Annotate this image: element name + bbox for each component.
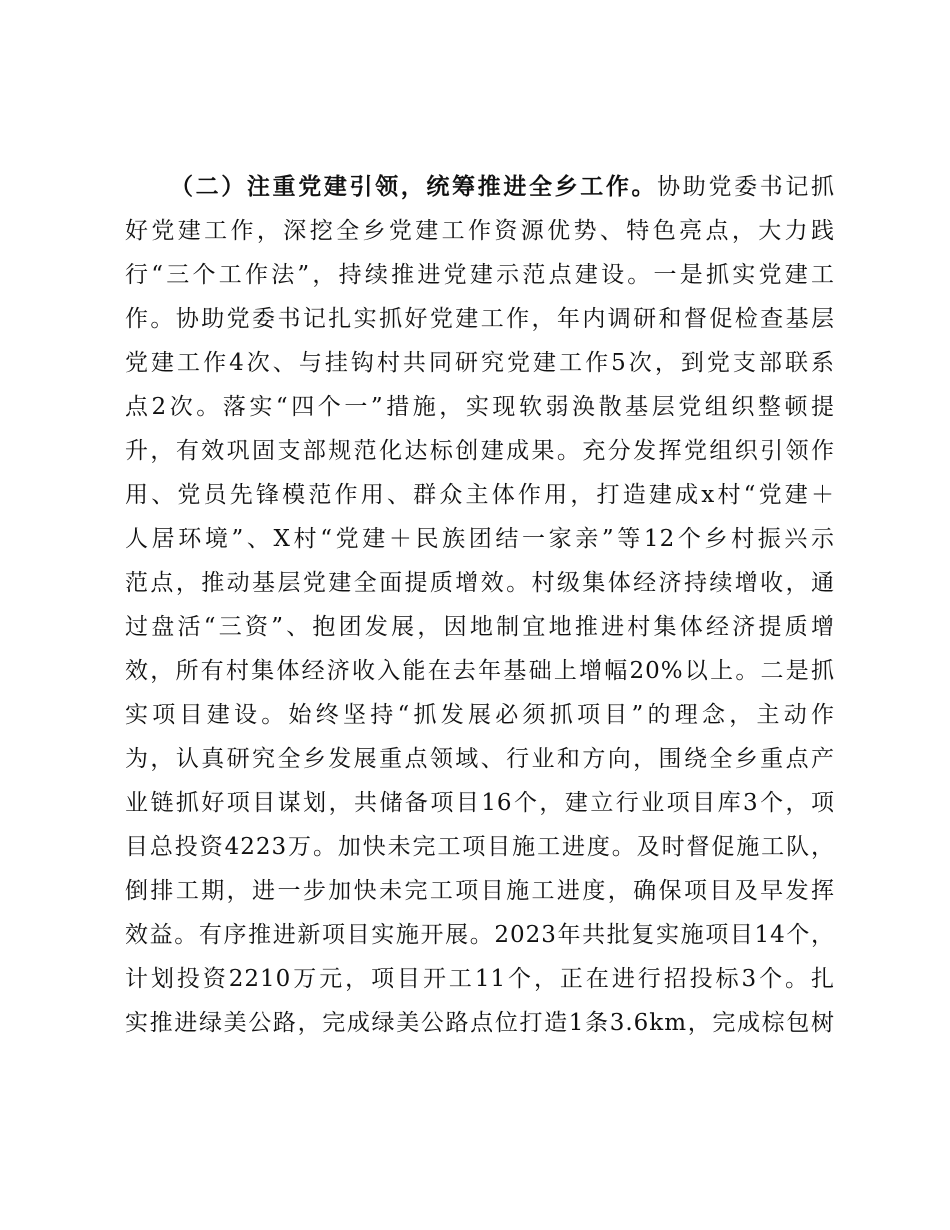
text-line: 行“三个工作法”，持续推进党建示范点建设。一是抓实党建工 bbox=[125, 262, 835, 288]
text-line: 作。协助党委书记扎实抓好党建工作，年内调研和督促检查基层 bbox=[125, 306, 835, 332]
text-line-content: 协助党委书记抓 bbox=[657, 174, 836, 200]
text-line: 好党建工作，深挖全乡党建工作资源优势、特色亮点，大力践 bbox=[125, 218, 835, 244]
text-line: 效，所有村集体经济收入能在去年基础上增幅20%以上。二是抓 bbox=[125, 658, 835, 684]
text-line: 点2次。落实“四个一”措施，实现软弱涣散基层党组织整顿提 bbox=[125, 394, 835, 420]
text-line: 用、党员先锋模范作用、群众主体作用，打造建成x村“党建＋ bbox=[125, 482, 835, 508]
text-line: 升，有效巩固支部规范化达标创建成果。充分发挥党组织引领作 bbox=[125, 438, 835, 464]
text-line: 目总投资4223万。加快未完工项目施工进度。及时督促施工队， bbox=[125, 834, 835, 860]
text-line: 实项目建设。始终坚持“抓发展必须抓项目”的理念，主动作 bbox=[125, 702, 835, 728]
text-line bbox=[170, 165, 835, 209]
text-line: 范点，推动基层党建全面提质增效。村级集体经济持续增收，通 bbox=[125, 570, 835, 596]
text-line: 实推进绿美公路，完成绿美公路点位打造1条3.6km，完成棕包树 bbox=[125, 1010, 835, 1036]
text-line: 过盘活“三资”、抱团发展，因地制宜地推进村集体经济提质增 bbox=[125, 614, 835, 640]
text-line: 为，认真研究全乡发展重点领域、行业和方向，围绕全乡重点产 bbox=[125, 746, 835, 772]
section-heading: （二）注重党建引领，统筹推进全乡工作。 bbox=[170, 173, 658, 200]
text-line: 业链抓好项目谋划，共储备项目16个，建立行业项目库3个，项 bbox=[125, 790, 835, 816]
text-line: 倒排工期，进一步加快未完工项目施工进度，确保项目及早发挥 bbox=[125, 878, 835, 904]
text-line: 计划投资2210万元，项目开工11个，正在进行招投标3个。扎 bbox=[125, 966, 835, 992]
text-line: 党建工作4次、与挂钩村共同研究党建工作5次，到党支部联系 bbox=[125, 350, 835, 376]
text-line: 人居环境”、X村“党建＋民族团结一家亲”等12个乡村振兴示 bbox=[125, 526, 835, 552]
text-line: 效益。有序推进新项目实施开展。2023年共批复实施项目14个， bbox=[125, 922, 835, 948]
